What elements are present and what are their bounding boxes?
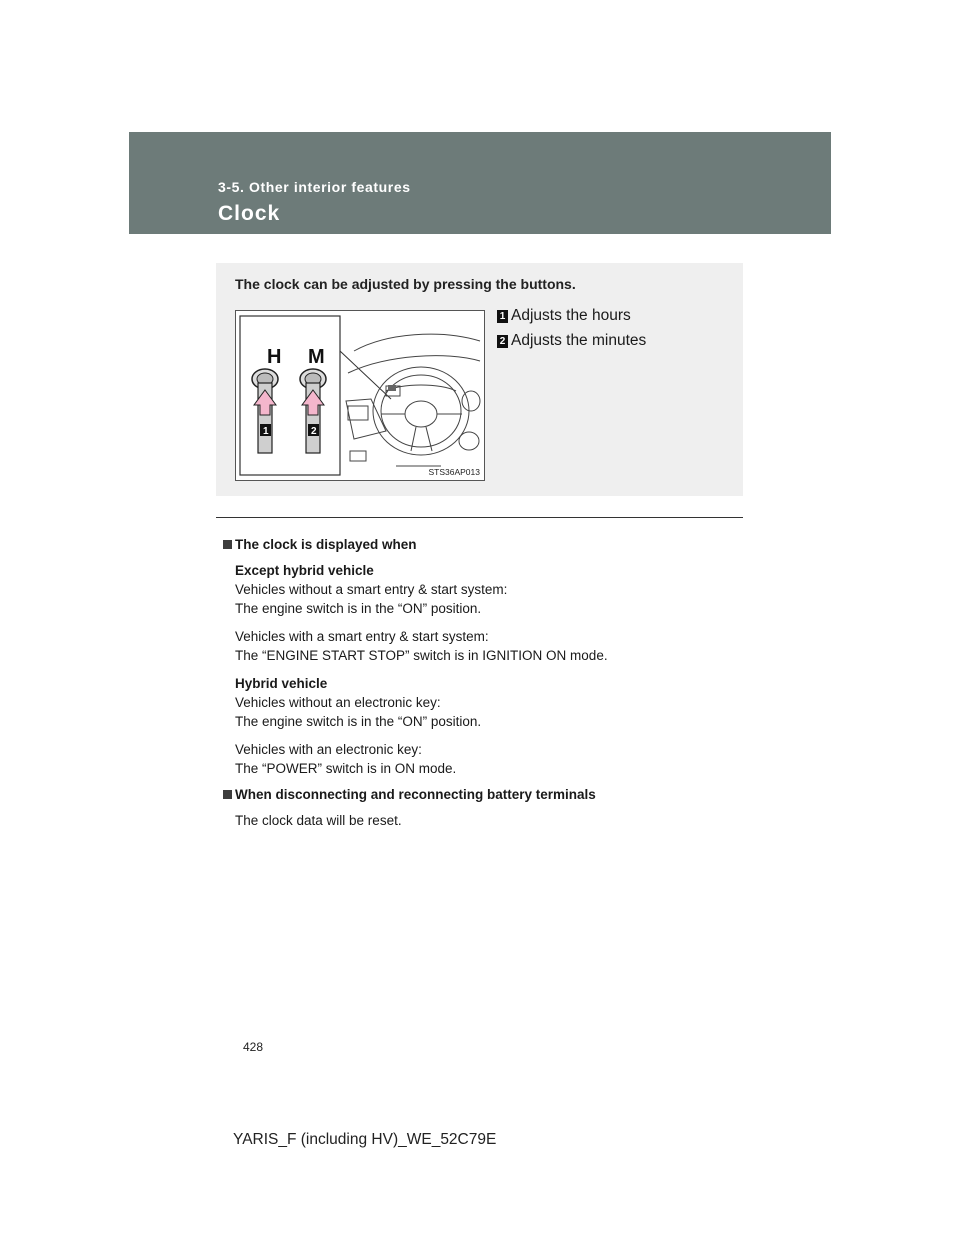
page-number: 428 [243,1040,264,1054]
callout-leader-line [340,351,391,399]
body-content [223,537,743,839]
clock-figure [235,310,485,481]
legend-text-minutes: Adjusts the minutes [511,332,647,349]
clock-display-sketch [388,385,396,391]
callout-badge-1: 1 [497,310,508,323]
text-line: Vehicles without a smart entry & start system: [235,582,508,597]
bullet-square-icon [223,790,232,799]
figure-callout-1-text: 1 [263,426,269,437]
text-line: Vehicles without an electronic key: [235,695,441,710]
callout-badge-2: 2 [497,335,508,348]
text-line: The clock data will be reset. [235,813,402,828]
section-divider [216,517,743,518]
document-id: YARIS_F (including HV)_WE_52C79E [233,1131,497,1148]
minutes-button-label: M [308,346,325,368]
text-line: Vehicles with an electronic key: [235,742,422,757]
page-title: Clock [218,202,281,225]
figure-callout-2-text: 2 [311,426,317,437]
subheading-hybrid: Hybrid vehicle [235,676,328,691]
dashboard-sketch [346,334,480,466]
clock-illustration [236,311,484,480]
legend-item-minutes [497,332,646,350]
intro-text: The clock can be adjusted by pressing the buttons. [235,276,576,292]
text-line: The engine switch is in the “ON” position. [235,601,482,616]
paragraph-clock-reset [223,811,743,830]
text-line: Vehicles with a smart entry & start system: [235,629,489,644]
paragraph-smart-entry [223,627,743,665]
info-box [216,263,743,496]
subheading-except-hybrid: Except hybrid vehicle [235,563,374,578]
paragraph-except-hybrid [223,561,743,618]
heading-clock-displayed: The clock is displayed when [223,537,743,552]
text-line: The engine switch is in the “ON” position. [235,714,482,729]
text-line: The “POWER” switch is in ON mode. [235,761,457,776]
text-line: The “ENGINE START STOP” switch is in IGNITION ON mode. [235,648,608,663]
button-panel-inset [240,316,340,475]
section-label: 3-5. Other interior features [218,179,411,195]
paragraph-electronic-key [223,740,743,778]
bullet-square-icon [223,540,232,549]
hours-button-label: H [267,346,282,368]
heading-battery-terminals: When disconnecting and reconnecting battery terminals [223,787,743,802]
header-band [129,132,831,234]
figure-code: STS36AP013 [428,467,480,477]
legend-item-hours [497,307,631,325]
legend-text-hours: Adjusts the hours [511,307,631,324]
paragraph-hybrid [223,674,743,731]
